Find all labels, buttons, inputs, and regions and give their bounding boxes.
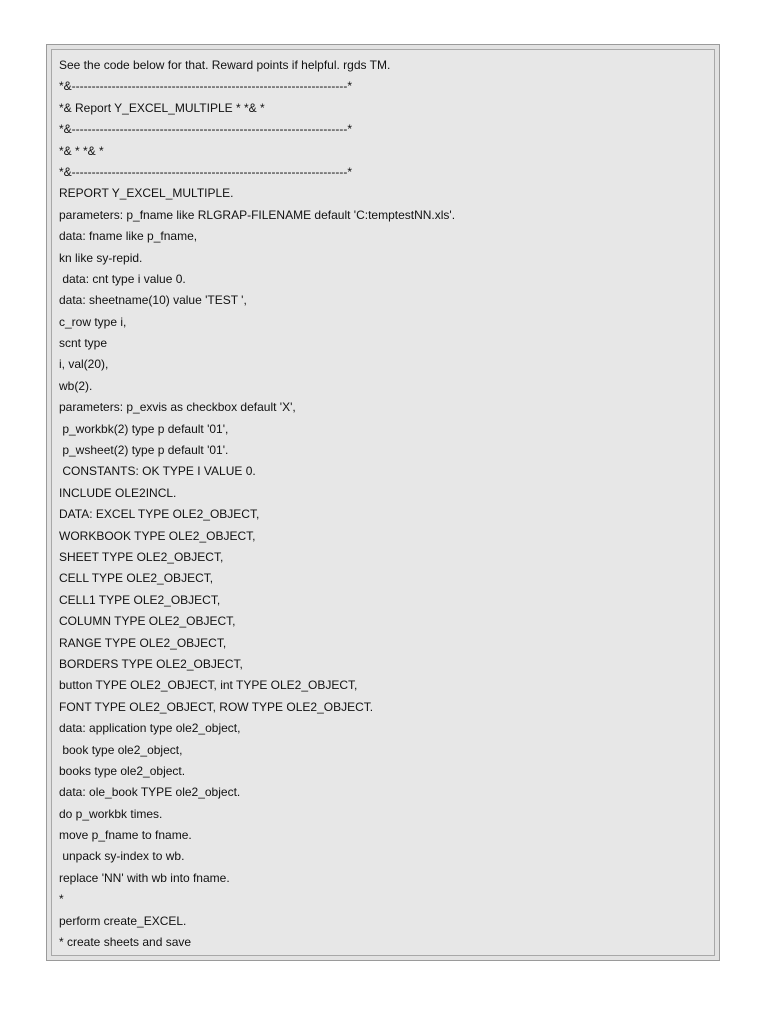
code-line: CELL1 TYPE OLE2_OBJECT, xyxy=(59,592,221,607)
code-line: CONSTANTS: OK TYPE I VALUE 0. xyxy=(59,464,256,479)
code-line: data: ole_book TYPE ole2_object. xyxy=(59,785,241,800)
code-line: *&---------------------------------------------------------------------* xyxy=(59,79,353,94)
code-line: kn like sy-repid. xyxy=(59,250,143,265)
code-line: *& Report Y_EXCEL_MULTIPLE * *& * xyxy=(59,100,265,115)
code-line: See the code below for that. Reward points if helpful. rgds TM. xyxy=(59,58,391,72)
code-line: COLUMN TYPE OLE2_OBJECT, xyxy=(59,614,236,629)
code-line: unpack sy-index to wb. xyxy=(59,849,185,864)
code-line: replace 'NN' with wb into fname. xyxy=(59,870,230,885)
code-line: CELL TYPE OLE2_OBJECT, xyxy=(59,571,214,586)
code-line: RANGE TYPE OLE2_OBJECT, xyxy=(59,635,227,650)
code-line: scnt type xyxy=(59,336,108,351)
code-line: book type ole2_object, xyxy=(59,742,183,757)
code-line: BORDERS TYPE OLE2_OBJECT, xyxy=(59,656,243,671)
code-line: parameters: p_exvis as checkbox default 'X', xyxy=(59,400,296,415)
code-line: INCLUDE OLE2INCL. xyxy=(59,485,177,500)
code-line: c_row type i, xyxy=(59,314,127,329)
code-line: FONT TYPE OLE2_OBJECT, ROW TYPE OLE2_OBJECT. xyxy=(59,699,374,714)
code-line: *&---------------------------------------------------------------------* xyxy=(59,164,353,179)
code-line: data: fname like p_fname, xyxy=(59,229,198,244)
code-box xyxy=(46,44,720,961)
code-line: *&---------------------------------------------------------------------* xyxy=(59,122,353,137)
code-line: p_wsheet(2) type p default '01'. xyxy=(59,443,229,458)
code-line: * xyxy=(59,892,64,907)
code-line: books type ole2_object. xyxy=(59,763,186,778)
code-line: *& * *& * xyxy=(59,143,104,158)
code-line: * create sheets and save xyxy=(59,935,192,950)
code-line: WORKBOOK TYPE OLE2_OBJECT, xyxy=(59,528,256,543)
code-line: REPORT Y_EXCEL_MULTIPLE. xyxy=(59,186,234,201)
code-line: parameters: p_fname like RLGRAP-FILENAME default 'C:temptestNN.xls'. xyxy=(59,207,456,222)
code-line: do p_workbk times. xyxy=(59,806,163,821)
code-line: p_workbk(2) type p default '01', xyxy=(59,421,229,436)
code-line: button TYPE OLE2_OBJECT, int TYPE OLE2_OBJECT, xyxy=(59,678,358,693)
code-line: SHEET TYPE OLE2_OBJECT, xyxy=(59,549,224,564)
code-box-inner xyxy=(51,49,715,956)
code-line: move p_fname to fname. xyxy=(59,828,192,843)
code-line: data: cnt type i value 0. xyxy=(59,271,186,286)
code-line: wb(2). xyxy=(59,378,93,393)
code-line: data: sheetname(10) value 'TEST ', xyxy=(59,293,247,308)
code-line: perform create_EXCEL. xyxy=(59,913,187,928)
code-line: data: application type ole2_object, xyxy=(59,721,241,736)
code-content xyxy=(59,55,708,953)
code-line: DATA: EXCEL TYPE OLE2_OBJECT, xyxy=(59,507,260,522)
code-line: i, val(20), xyxy=(59,357,109,372)
